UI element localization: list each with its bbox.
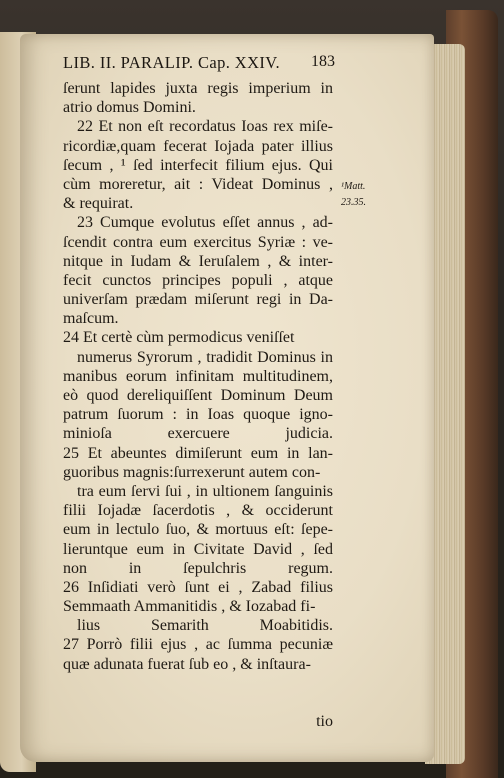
text-line: non in ſepulchris regum. (63, 559, 333, 577)
text-line: maſcum. (63, 310, 119, 328)
text-line: ſecum , ¹ ſed interfecit filium ejus. Qui (63, 156, 333, 174)
running-header: LIB. II. PARALIP. Cap. XXIV. (63, 53, 281, 72)
text-line: Semmaath Ammanitidis , & Iozabad fi- (63, 598, 316, 616)
text-line: 22 Et non eſt recordatus Ioas rex miſe- (77, 118, 333, 136)
text-line: minioſa exercuere judicia. (63, 425, 333, 443)
text-line (63, 674, 333, 693)
text-line: manibus eorum infinitam multitudinem, (63, 367, 333, 385)
text-line: 23 Cumque evolutus eſſet annus , ad- (77, 214, 333, 232)
text-line: ſerunt lapides juxta regis imperium in (63, 80, 333, 97)
text-line (63, 693, 333, 712)
text-line: patrum ſuorum : in Ioas quoque igno- (63, 406, 333, 424)
text-line: fecit cunctos principes populi , atque (63, 271, 333, 289)
margin-note: ¹Matt. (341, 181, 366, 192)
text-line: nitque in Iudam & Ieruſalem , & inter- (63, 252, 333, 270)
text-line: univerſam prædam miſerunt regi in Da- (63, 291, 333, 309)
text-line: lius Semarith Moabitidis. (77, 617, 333, 635)
text-line: ſcendit contra eum exercitus Syriæ : ve- (63, 233, 333, 251)
text-line: 27 Porrò filii ejus , ac ſumma pecuniæ (63, 636, 333, 654)
text-line: atrio domus Domini. (63, 99, 196, 117)
text-line: eò quod dereliquiſſent Dominum Deum (63, 387, 333, 404)
text-line: filii Iojadæ ſacerdotis , & occiderunt (63, 502, 333, 520)
text-line: eum in lectulo ſuo, & mortuus eſt: ſepe- (63, 521, 333, 539)
text-line: & requirat. (63, 195, 134, 213)
text-line: 25 Et abeuntes dimiſerunt eum in lan- (63, 444, 333, 462)
text-line: tra eum ſervi ſui , in ultionem ſanguinis (77, 482, 333, 500)
text-line: lieruntque eum in Civitate David , ſed (63, 540, 333, 558)
text-line: 24 Et certè cùm permodicus veniſſet (63, 329, 295, 347)
text-line: 26 Inſidiati verò ſunt ei , Zabad filius (63, 578, 333, 596)
text-line: numerus Syrorum , tradidit Dominus in (77, 348, 333, 366)
text-line: guoribus magnis:ſurrexerunt autem con- (63, 463, 321, 481)
margin-note: 23.35. (341, 197, 366, 208)
catchword: tio (316, 713, 333, 731)
text-line: quæ adunata fuerat ſub eo , & inſtaura- (63, 655, 311, 673)
text-line: cùm moreretur, ait : Videat Dominus , (63, 175, 333, 193)
text-line: ricordiæ,quam fecerat Iojada pater illius (63, 137, 333, 155)
page-number: 183 (311, 53, 335, 70)
page-text (63, 79, 333, 731)
